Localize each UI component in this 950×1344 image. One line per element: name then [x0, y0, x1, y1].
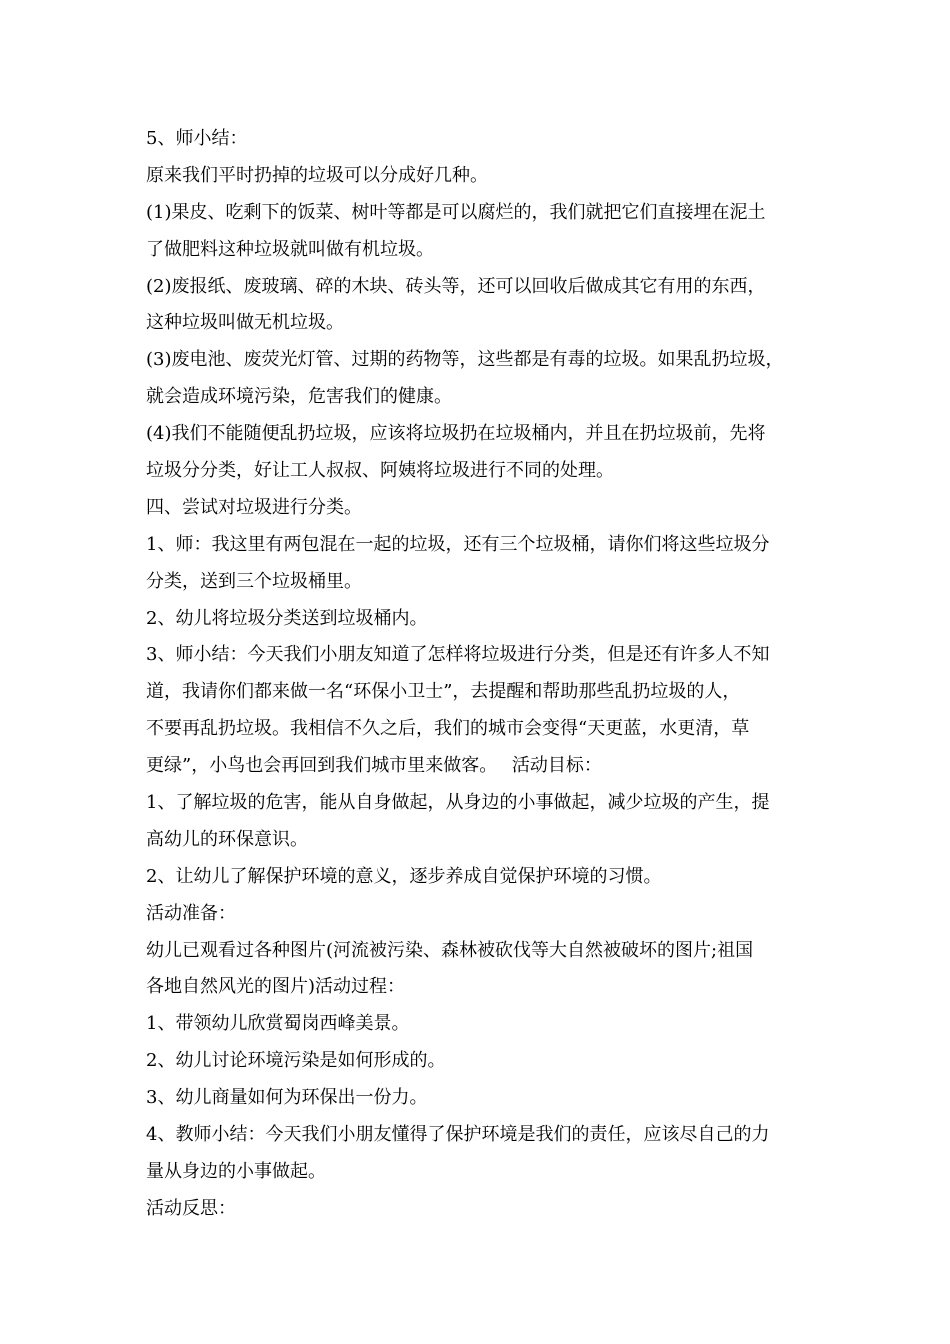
- text-line: 这种垃圾叫做无机垃圾。: [146, 312, 344, 334]
- text-line: 1、了解垃圾的危害，能从自身做起，从身边的小事做起，减少垃圾的产生，提: [146, 792, 770, 814]
- text-line: 5、师小结：: [146, 128, 248, 149]
- text-line: 就会造成环境污染，危害我们的健康。: [146, 386, 452, 408]
- text-line: 不要再乱扔垃圾。我相信不久之后，我们的城市会变得“天更蓝，水更清，草: [146, 718, 750, 740]
- text-line: 3、幼儿商量如何为环保出一份力。: [146, 1087, 428, 1109]
- text-line: 1、师：我这里有两包混在一起的垃圾，还有三个垃圾桶，请你们将这些垃圾分: [146, 533, 770, 555]
- text-line: (2)废报纸、废玻璃、碎的木块、砖头等，还可以回收后做成其它有用的东西，: [146, 275, 766, 297]
- text-line: 垃圾分分类，好让工人叔叔、阿姨将垃圾进行不同的处理。: [146, 460, 614, 482]
- text-line: (4)我们不能随便乱扔垃圾，应该将垃圾扔在垃圾桶内，并且在扔垃圾前，先将: [146, 423, 766, 445]
- text-line: 2、让幼儿了解保护环境的意义，逐步养成自觉保护环境的习惯。: [146, 865, 662, 887]
- text-line: 1、带领幼儿欣赏蜀岗西峰美景。: [146, 1013, 410, 1035]
- section-heading: 四、尝试对垃圾进行分类。: [146, 496, 362, 518]
- section-heading: 活动准备：: [146, 902, 236, 924]
- text-line: 更绿”，小鸟也会再回到我们城市里来做客。 活动目标：: [146, 755, 602, 777]
- document-body: [146, 121, 814, 1228]
- text-line: 了做肥料这种垃圾就叫做有机垃圾。: [146, 238, 434, 260]
- section-heading: 活动反思：: [146, 1197, 236, 1219]
- text-line: 2、幼儿讨论环境污染是如何形成的。: [146, 1050, 446, 1072]
- text-line: 量从身边的小事做起。: [146, 1160, 326, 1182]
- text-line: 高幼儿的环保意识。: [146, 828, 308, 850]
- text-line: 2、幼儿将垃圾分类送到垃圾桶内。: [146, 607, 428, 629]
- text-line: (3)废电池、废荧光灯管、过期的药物等，这些都是有毒的垃圾。如果乱扔垃圾，: [146, 349, 784, 371]
- text-line: 3、师小结：今天我们小朋友知道了怎样将垃圾进行分类，但是还有许多人不知: [146, 644, 770, 666]
- text-line: 各地自然风光的图片)活动过程：: [146, 976, 406, 998]
- text-line: 幼儿已观看过各种图片(河流被污染、森林被砍伐等大自然被破坏的图片;祖国: [146, 939, 754, 961]
- text-line: 原来我们平时扔掉的垃圾可以分成好几种。: [146, 164, 488, 186]
- text-line: 道，我请你们都来做一名“环保小卫士”，去提醒和帮助那些乱扔垃圾的人，: [146, 681, 741, 703]
- text-line: 4、教师小结：今天我们小朋友懂得了保护环境是我们的责任，应该尽自己的力: [146, 1124, 770, 1146]
- text-line: 分类，送到三个垃圾桶里。: [146, 570, 362, 592]
- text-line: (1)果皮、吃剩下的饭菜、树叶等都是可以腐烂的，我们就把它们直接埋在泥土: [146, 201, 766, 223]
